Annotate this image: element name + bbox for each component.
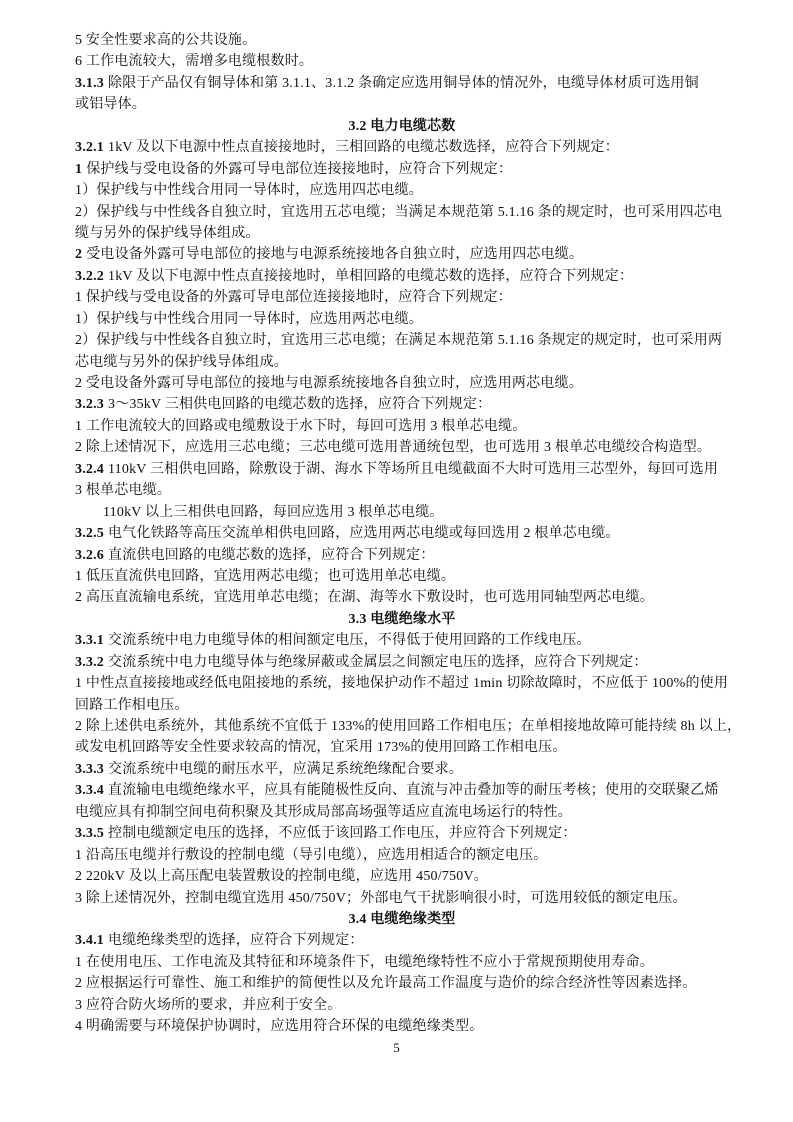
line-text: 2 高压直流输电系统，宜选用单芯电缆；在湖、海等水下敷设时，也可选用同轴型两芯电缆。: [75, 590, 654, 606]
section-heading: [75, 609, 729, 630]
line-text: 芯电缆与另外的保护线导体组成。: [75, 354, 288, 370]
line-text: 2 受电设备外露可导电部位的接地与电源系统接地各自独立时，应选用两芯电缆。: [75, 376, 583, 391]
text-line: [75, 459, 729, 480]
line-text: 除限于产品仅有铜导体和第 3.1.1、3.1.2 条确定应选用铜导体的情况外，电缆导体材质可选用铜: [108, 75, 699, 91]
text-line: [75, 437, 729, 458]
line-text: 保护线与受电设备的外露可导电部位连接接地时，应符合下列规定：: [86, 161, 513, 177]
line-text: 2 除上述情况下，应选用三芯电缆；三芯电缆可选用普通统包型，也可选用 3 根单芯电缆绞合构造型。: [75, 440, 712, 456]
clause-number: 3.2.4: [75, 461, 104, 477]
text-line: [75, 523, 729, 544]
text-line: [75, 737, 729, 758]
line-text: 电缆绝缘类型的选择，应符合下列规定：: [108, 933, 364, 949]
line-text: 交流系统中电缆的耐压水平，应满足系统绝缘配合要求。: [108, 761, 463, 777]
text-line: [75, 652, 729, 673]
text-line: [75, 780, 729, 801]
clause-number: 3.4.1: [75, 933, 104, 949]
clause-number: 2: [75, 247, 83, 263]
line-text: 直流输电电缆绝缘水平，应具有能随极性反向、直流与冲击叠加等的耐压考核；使用的交联聚乙烯: [108, 783, 719, 799]
line-text: 或发电机回路等安全性要求较高的情况，宜采用 173%的使用回路工作相电压。: [75, 740, 567, 756]
text-line: [75, 159, 729, 180]
document-body: [75, 30, 742, 1038]
clause-number: 1: [75, 161, 83, 177]
line-text: 受电设备外露可导电部位的接地与电源系统接地各自独立时，应选用四芯电缆。: [86, 247, 584, 263]
section-heading: [75, 116, 729, 137]
line-text: 4 明确需要与环境保护协调时，应选用符合环保的电缆绝缘类型。: [75, 1019, 484, 1035]
clause-number: 3.1.3: [75, 75, 104, 91]
line-text: 2 应根据运行可靠性、施工和维护的简便性以及允许最高工作温度与造价的综合经济性等因素选择。: [75, 976, 697, 992]
line-text: 2 除上述供电系统外，其他系统不宜低于 133%的使用回路工作相电压；在单相接地故障可能持续 8h 以上，: [75, 719, 742, 734]
line-text: 交流系统中电力电缆导体的相间额定电压，不得低于使用回路的工作线电压。: [108, 633, 591, 649]
line-text: 1）保护线与中性线合用同一导体时，应选用四芯电缆。: [75, 183, 423, 199]
line-text: 电缆应具有抑制空间电荷积聚及其形成局部高场强等适应直流电场运行的特性。: [75, 804, 572, 820]
line-text: 1 中性点直接接地或经低电阻接地的系统，接地保护动作不超过 1min 切除故障时，不应低于 100%的使用: [75, 676, 729, 692]
text-line: [75, 94, 729, 115]
line-text: 3.4 电缆绝缘类型: [348, 911, 456, 927]
text-line: [75, 244, 729, 265]
line-text: 3.2 电力电缆芯数: [348, 118, 456, 134]
line-text: 1 沿高压电缆并行敷设的控制电缆（导引电缆），应选用相适合的额定电压。: [75, 847, 548, 863]
line-text: 1 在使用电压、工作电流及其特征和环境条件下，电缆绝缘特性不应小于常规预期使用寿命。: [75, 954, 654, 970]
line-text: 3 应符合防火场所的要求，并应利于安全。: [75, 997, 342, 1013]
line-text: 交流系统中电力电缆导体与绝缘屏蔽或金属层之间额定电压的选择，应符合下列规定：: [108, 654, 648, 670]
line-text: 1kV 及以下电源中性点直接接地时，三相回路的电缆芯数选择，应符合下列规定：: [108, 140, 619, 156]
section-heading: [75, 909, 729, 930]
line-text: 2）保护线与中性线各自独立时，宜选用三芯电缆；在满足本规范第 5.1.16 条规定的规定时，也可采用两: [75, 333, 723, 349]
clause-number: 3.3.2: [75, 654, 104, 670]
line-text: 5 安全性要求高的公共设施。: [75, 33, 257, 48]
text-line: [75, 630, 729, 651]
text-line: [75, 330, 729, 351]
line-text: 1 低压直流供电回路，宜选用两芯电缆；也可选用单芯电缆。: [75, 568, 456, 584]
text-line: [75, 673, 729, 694]
line-text: 电气化铁路等高压交流单相供电回路，应选用两芯电缆或每回选用 2 根单芯电缆。: [108, 526, 620, 542]
line-text: 2 220kV 及以上高压配电装置敷设的控制电缆，应选用 450/750V。: [75, 869, 488, 885]
text-line: [75, 716, 742, 737]
clause-number: 3.3.1: [75, 633, 104, 649]
text-line: [75, 266, 729, 287]
line-text: 110kV 三相供电回路，除敷设于湖、海水下等场所且电缆截面不大时可选用三芯型外，每回可选用: [108, 461, 719, 477]
text-line: [75, 309, 729, 330]
clause-number: 3.2.6: [75, 547, 104, 563]
line-text: 1 保护线与受电设备的外露可导电部位连接接地时，应符合下列规定：: [75, 290, 512, 306]
text-line: [75, 137, 729, 158]
text-line: [75, 51, 729, 72]
text-line: [75, 545, 729, 566]
line-text: 3 除上述情况外，控制电缆宜选用 450/750V；外部电气干扰影响很小时，可选用较低的额定电压。: [75, 890, 687, 906]
clause-number: 3.3.3: [75, 761, 104, 777]
text-line: [75, 930, 729, 951]
text-line: [75, 695, 729, 716]
text-line: [75, 1016, 729, 1037]
text-line: [75, 502, 729, 523]
line-text: 3 根单芯电缆。: [75, 483, 172, 499]
text-line: [75, 480, 729, 501]
line-text: 3.3 电缆绝缘水平: [348, 611, 456, 627]
line-text: 缆与另外的保护线导体组成。: [75, 225, 260, 241]
line-text: 回路工作相电压。: [75, 697, 189, 713]
line-text: 控制电缆额定电压的选择，不应低于该回路工作电压，并应符合下列规定：: [108, 826, 577, 842]
text-line: [75, 223, 729, 244]
clause-number: 3.2.3: [75, 397, 104, 413]
clause-number: 3.3.5: [75, 826, 104, 842]
text-line: [75, 73, 729, 94]
text-line: [75, 823, 729, 844]
clause-number: 3.2.5: [75, 526, 104, 542]
text-line: [75, 973, 729, 994]
line-text: 110kV 以上三相供电回路，每回应选用 3 根单芯电缆。: [103, 504, 444, 520]
text-line: [75, 845, 729, 866]
line-text: 1）保护线与中性线合用同一导体时，应选用两芯电缆。: [75, 311, 423, 327]
line-text: 1 工作电流较大的回路或电缆敷设于水下时，每回可选用 3 根单芯电缆。: [75, 418, 527, 434]
text-line: [75, 566, 729, 587]
text-line: [75, 759, 729, 780]
text-line: [75, 802, 729, 823]
text-line: [75, 952, 729, 973]
page-number: 5: [393, 1040, 400, 1055]
text-line: [75, 888, 729, 909]
line-text: 6 工作电流较大，需增多电缆根数时。: [75, 54, 314, 70]
text-line: [75, 866, 729, 887]
line-text: 直流供电回路的电缆芯数的选择，应符合下列规定：: [108, 547, 435, 563]
line-text: 2）保护线与中性线各自独立时，宜选用五芯电缆；当满足本规范第 5.1.16 条的规定时，也可采用四芯电: [75, 204, 723, 220]
clause-number: 3.3.4: [75, 783, 104, 799]
text-line: [75, 180, 729, 201]
text-line: [75, 352, 729, 373]
text-line: [75, 394, 729, 415]
text-line: [75, 587, 729, 608]
clause-number: 3.2.1: [75, 140, 104, 156]
line-text: 或铝导体。: [75, 97, 146, 113]
text-line: [75, 995, 729, 1016]
text-line: [75, 30, 729, 51]
text-line: [75, 373, 729, 394]
text-line: [75, 202, 729, 223]
text-line: [75, 287, 729, 308]
line-text: 3～35kV 三相供电回路的电缆芯数的选择，应符合下列规定：: [108, 397, 492, 413]
line-text: 1kV 及以下电源中性点直接接地时，单相回路的电缆芯数的选择，应符合下列规定：: [108, 268, 634, 284]
text-line: [75, 416, 729, 437]
clause-number: 3.2.2: [75, 268, 104, 284]
